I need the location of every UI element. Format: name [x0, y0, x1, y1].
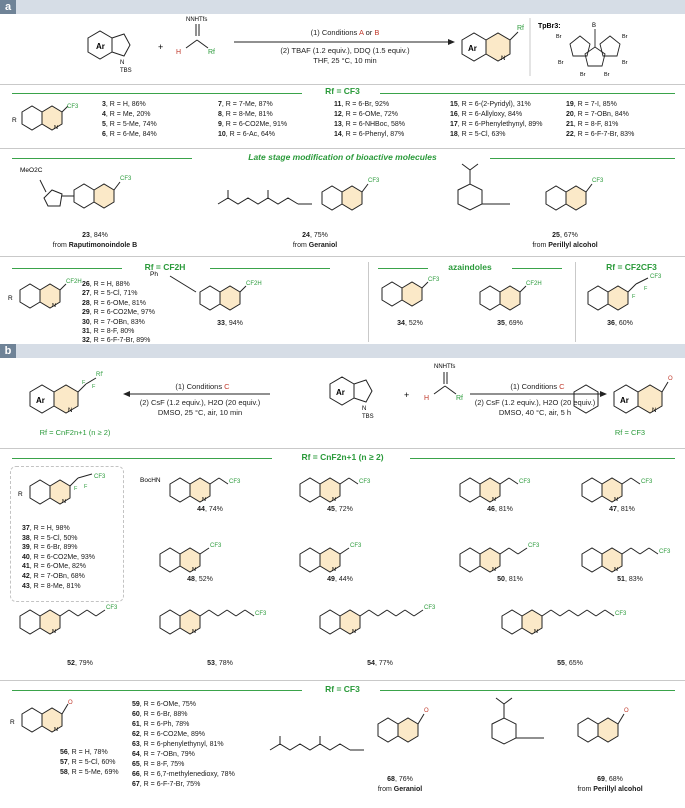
compound-entry: 16, R = 6-Allyloxy, 84% — [450, 111, 523, 118]
compound-entry: 19, R = 7-I, 85% — [566, 101, 617, 108]
svg-text:Ar: Ar — [336, 388, 345, 397]
compound-25: 25, 67% — [552, 232, 578, 239]
compound-24: 24, 75% — [302, 232, 328, 239]
svg-text:Ar: Ar — [36, 396, 45, 405]
hydrazone-label: NNHTfs — [186, 17, 208, 23]
svg-text:N: N — [332, 497, 336, 503]
svg-text:N: N — [192, 567, 196, 573]
meo2c-label: MeO2C — [20, 167, 43, 174]
cnf-structures — [0, 462, 685, 652]
b-right-cond-3: DMSO, 40 °C, air, 5 h — [498, 408, 572, 417]
svg-text:N: N — [332, 567, 336, 573]
section-title-cf2h: Rf = CF2H — [144, 262, 186, 272]
generic-aldehyde-quinoline — [10, 698, 80, 748]
panel-b-header-bar — [0, 344, 685, 358]
svg-text:F: F — [82, 380, 86, 386]
boron-atom: B — [592, 23, 597, 29]
compound-23: 23, 84% — [82, 232, 108, 239]
svg-text:O: O — [668, 376, 673, 382]
product-rf: Rf — [517, 25, 524, 32]
br-3: Br — [622, 34, 628, 40]
svg-text:CF3: CF3 — [528, 543, 540, 549]
svg-text:CF3: CF3 — [519, 479, 531, 485]
compound-entry: 18, R = 5-Cl, 63% — [450, 131, 506, 138]
late-stage-title: Late stage modification of bioactive molecules — [248, 152, 437, 162]
svg-text:N: N — [492, 497, 496, 503]
compound-entry: 7, R = 7-Me, 87% — [218, 101, 273, 108]
b-right-cond-2: (2) CsF (1.2 equiv.), H2O (20 equiv.) — [474, 398, 596, 407]
compound-entry: 62, R = 6-CO2Me, 89% — [132, 731, 205, 738]
compound-44: 44, 74% — [197, 506, 223, 513]
compound-entry: 10, R = 6-Ac, 64% — [218, 131, 276, 138]
compound-entry: 28, R = 6-OMe, 81% — [82, 299, 147, 307]
panel-a-letter: a — [0, 0, 16, 14]
svg-text:CF3: CF3 — [659, 549, 671, 555]
section-title-aldehyde: Rf = CF3 — [325, 684, 360, 694]
svg-text:F: F — [644, 286, 648, 292]
section-title-cf3: Rf = CF3 — [325, 86, 360, 96]
section-title-cf2cf3: Rf = CF2CF3 — [606, 262, 657, 272]
compound-entry: 12, R = 6-OMe, 72% — [334, 111, 399, 118]
svg-text:F: F — [632, 294, 636, 300]
svg-text:R: R — [18, 491, 23, 498]
compound-entry: 13, R = 6-NHBoc, 58% — [334, 121, 406, 128]
compound-entry: 3, R = H, 86% — [102, 101, 146, 108]
compound-46: 46, 81% — [487, 506, 513, 513]
compound-entry: 6, R = 6-Me, 84% — [102, 131, 157, 138]
br-2: Br — [558, 60, 564, 66]
svg-text:CF3: CF3 — [428, 277, 440, 283]
compound-entry: 4, R = Me, 20% — [102, 111, 151, 118]
n-atom: N — [120, 60, 125, 66]
b-left-cond-3: DMSO, 25 °C, air, 10 min — [157, 408, 243, 417]
panel-a-header-bar — [0, 0, 685, 14]
svg-text:N: N — [54, 727, 58, 733]
svg-text:CF3: CF3 — [120, 176, 132, 182]
compound-33: 33, 94% — [217, 320, 243, 327]
generic-cf3-quinoline — [12, 100, 82, 140]
svg-text:Ar: Ar — [620, 396, 629, 405]
svg-text:CF3: CF3 — [615, 611, 627, 617]
aldehyde-late-structures — [260, 696, 685, 772]
b-right-rf-note: Rf = CF3 — [614, 428, 646, 437]
compound-entry: 27, R = 5-Cl, 71% — [82, 290, 138, 298]
br-1: Br — [556, 34, 562, 40]
product-ar-label: Ar — [468, 44, 477, 53]
svg-text:R: R — [8, 295, 13, 302]
ph-label: Ph — [150, 271, 158, 278]
svg-text:F: F — [84, 484, 88, 490]
ar-label: Ar — [96, 42, 105, 51]
compound-entry: 29, R = 6-CO2Me, 97% — [82, 309, 155, 317]
late-stage-structures — [0, 162, 685, 232]
svg-text:N: N — [52, 303, 56, 309]
svg-text:Rf': Rf' — [96, 372, 104, 378]
compound-entry: 11, R = 6-Br, 92% — [334, 101, 390, 108]
compound-entry: 5, R = 5-Me, 74% — [102, 121, 157, 128]
compound-45: 45, 72% — [327, 506, 353, 513]
compound-69-source: from Perillyl alcohol — [577, 786, 643, 793]
svg-text:F: F — [74, 486, 78, 492]
compound-49: 49, 44% — [327, 576, 353, 583]
svg-text:TBS: TBS — [362, 414, 374, 420]
divider — [0, 84, 685, 85]
conditions-line-2: (2) TBAF (1.2 equiv.), DDQ (1.5 equiv.) — [280, 46, 410, 55]
svg-text:H: H — [424, 395, 430, 402]
compound-entry: 14, R = 6-Phenyl, 87% — [334, 131, 405, 138]
section-title-azaindoles: azaindoles — [448, 262, 492, 272]
svg-text:O: O — [624, 708, 629, 714]
compound-entry: 37, R = H, 98% — [22, 525, 70, 532]
compound-34: 34, 52% — [397, 320, 423, 327]
svg-text:CF2H: CF2H — [246, 281, 262, 287]
compound-36: 36, 60% — [607, 320, 633, 327]
svg-text:N: N — [614, 497, 618, 503]
compound-51: 51, 83% — [617, 576, 643, 583]
compound-entry: 63, R = 6-phenylethynyl, 81% — [132, 741, 224, 748]
section-title-cnf: Rf = CnF2n+1 (n ≥ 2) — [301, 452, 384, 462]
svg-text:N: N — [62, 499, 66, 505]
svg-text:CF3: CF3 — [592, 178, 604, 184]
compound-53: 53, 78% — [207, 660, 233, 667]
svg-text:CF3: CF3 — [368, 178, 380, 184]
svg-text:CF3: CF3 — [650, 274, 662, 280]
tpbr3-ligand — [570, 29, 620, 66]
b-left-rf-note: Rf = CnF2n+1 (n ≥ 2) — [39, 428, 111, 437]
br-6: Br — [604, 72, 610, 78]
svg-text:N: N — [54, 125, 58, 131]
svg-text:Rf: Rf — [456, 395, 463, 402]
compound-entry: 41, R = 6-OMe, 82% — [22, 563, 87, 571]
svg-text:NNHTfs: NNHTfs — [434, 364, 456, 370]
svg-text:N: N — [652, 408, 657, 414]
panel-b-letter: b — [0, 344, 16, 358]
compound-entry: 60, R = 6-Br, 88% — [132, 711, 188, 718]
compound-47: 47, 81% — [609, 506, 635, 513]
br-5: Br — [580, 72, 586, 78]
compound-entry: 42, R = 7-OBn, 68% — [22, 573, 85, 580]
b-left-cond-2: (2) CsF (1.2 equiv.), H2O (20 equiv.) — [139, 398, 261, 407]
h-atom: H — [176, 49, 182, 56]
tbs-label: TBS — [120, 68, 132, 74]
tpbr3-label: TpBr3: — [538, 23, 561, 30]
compound-entry: 59, R = 6-OMe, 75% — [132, 701, 197, 708]
hydrazone-reagent — [186, 24, 208, 48]
svg-text:F: F — [92, 384, 96, 390]
svg-text:+: + — [404, 390, 410, 400]
compound-48: 48, 52% — [187, 576, 213, 583]
conditions-line-3: THF, 25 °C, 10 min — [313, 56, 377, 65]
compound-entry: 39, R = 6-Br, 89% — [22, 544, 78, 552]
compound-entry: 61, R = 6-Ph, 78% — [132, 721, 190, 728]
compound-52: 52, 79% — [67, 660, 93, 667]
svg-text:R: R — [10, 719, 15, 726]
b-right-cond-1: (1) Conditions C — [510, 382, 565, 391]
compound-68: 68, 76% — [387, 776, 413, 783]
compound-entry: 65, R = 8-F, 75% — [132, 761, 185, 768]
br-4: Br — [622, 60, 628, 66]
compound-55: 55, 65% — [557, 660, 583, 667]
compound-entry: 43, R = 8-Me, 81% — [22, 582, 81, 590]
compound-entry: 64, R = 7-OBn, 79% — [132, 751, 195, 758]
svg-text:N: N — [614, 567, 618, 573]
compound-entry: 21, R = 8-F, 81% — [566, 121, 619, 128]
compound-entry: 58, R = 5-Me, 69% — [60, 769, 119, 776]
compound-entry: 20, R = 7-OBn, 84% — [566, 111, 629, 118]
svg-text:N: N — [492, 567, 496, 573]
compound-54: 54, 77% — [367, 660, 393, 667]
compound-entry: 56, R = H, 78% — [60, 749, 108, 756]
svg-text:CF3: CF3 — [641, 479, 653, 485]
svg-text:N: N — [362, 406, 367, 412]
compound-50: 50, 81% — [497, 576, 523, 583]
compound-entry: 40, R = 6-CO2Me, 93% — [22, 553, 95, 561]
b-left-cond-1: (1) Conditions C — [175, 382, 230, 391]
compound-35: 35, 69% — [497, 320, 523, 327]
bochn-label: BocHN — [140, 477, 161, 484]
compound-entry: 9, R = 6-CO2Me, 91% — [218, 121, 288, 128]
svg-text:N: N — [534, 629, 538, 635]
svg-text:CF3: CF3 — [359, 479, 371, 485]
compound-23-source: from Raputimonoindole B — [52, 242, 138, 249]
svg-text:CF3: CF3 — [94, 474, 106, 480]
compound-entry: 57, R = 5-Cl, 60% — [60, 759, 116, 766]
svg-text:CF3: CF3 — [67, 104, 79, 110]
indole-reactant — [88, 31, 130, 59]
compound-entry: 22, R = 6-F-7-Br, 83% — [566, 131, 635, 138]
compound-entry: 30, R = 7-OBn, 83% — [82, 318, 145, 326]
compound-entry: 15, R = 6-(2-Pyridyl), 31% — [450, 101, 531, 108]
compound-68-source: from Geraniol — [377, 786, 423, 793]
compound-25-source: from Perillyl alcohol — [532, 242, 598, 249]
compound-entry: 32, R = 6-F-7-Br, 89% — [82, 337, 151, 345]
svg-text:CF2H: CF2H — [526, 281, 542, 287]
rf-group: Rf — [208, 49, 215, 56]
svg-text:CF2H: CF2H — [66, 279, 82, 285]
compound-69: 69, 68% — [597, 776, 623, 783]
product-n-atom: N — [501, 56, 506, 62]
svg-text:R: R — [12, 117, 17, 124]
svg-text:N: N — [202, 497, 206, 503]
svg-text:CF3: CF3 — [229, 479, 241, 485]
compound-entry: 17, R = 6-Phenylethynyl, 89% — [450, 121, 543, 128]
svg-text:CF3: CF3 — [350, 543, 362, 549]
svg-text:O: O — [68, 700, 73, 706]
conditions-line-1: (1) Conditions A or B — [310, 28, 380, 37]
svg-text:CF3: CF3 — [210, 543, 222, 549]
compound-entry: 66, R = 6,7-methylenedioxy, 78% — [132, 771, 235, 778]
svg-text:O: O — [424, 708, 429, 714]
svg-text:N: N — [352, 629, 356, 635]
compound-entry: 26, R = H, 88% — [82, 281, 130, 288]
svg-text:CF3: CF3 — [424, 605, 436, 611]
svg-text:N: N — [192, 629, 196, 635]
plus-sign: + — [158, 42, 164, 52]
compound-24-source: from Geraniol — [292, 242, 338, 249]
compound-entry: 8, R = 8-Me, 81% — [218, 111, 273, 118]
compound-entry: 38, R = 5-Cl, 50% — [22, 534, 78, 542]
svg-text:CF3: CF3 — [106, 605, 118, 611]
svg-text:N: N — [68, 408, 73, 414]
compound-entry: 67, R = 6-F-7-Br, 75% — [132, 781, 201, 788]
svg-text:CF3: CF3 — [255, 611, 267, 617]
svg-text:N: N — [52, 629, 56, 635]
compound-entry: 31, R = 8-F, 80% — [82, 328, 135, 335]
